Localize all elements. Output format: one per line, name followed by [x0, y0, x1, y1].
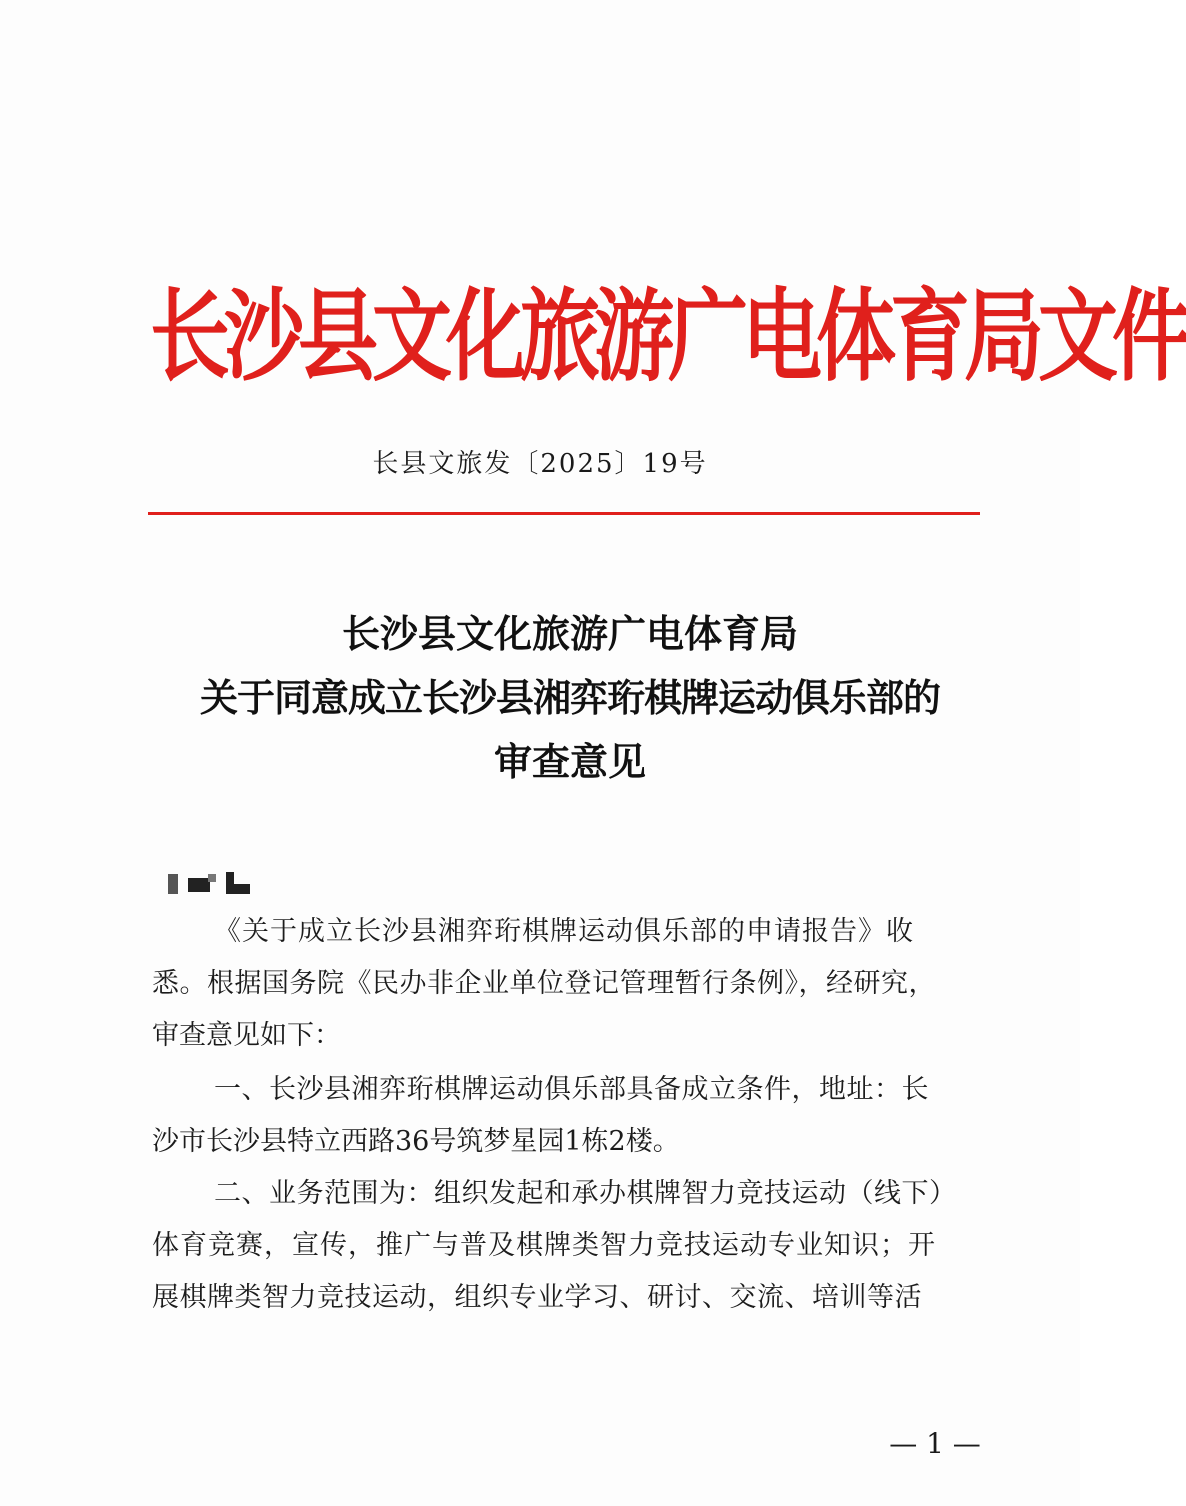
body-line: 二、业务范围为：组织发起和承办棋牌智力竞技运动（线下） — [214, 1178, 957, 1209]
body-line: 展棋牌类智力竞技运动，组织专业学习、研讨、交流、培训等活 — [152, 1282, 922, 1313]
issuer-red-header: 长沙县文化旅游广电体育局文件 — [150, 278, 1186, 395]
body-line: 沙市长沙县特立西路36号筑梦星园1栋2楼。 — [152, 1126, 680, 1157]
body-line: 《关于成立长沙县湘弈珩棋牌运动俱乐部的申请报告》收 — [214, 916, 914, 947]
document-title-line-2: 关于同意成立长沙县湘弈珩棋牌运动俱乐部的 — [199, 676, 940, 720]
body-line: 审查意见如下： — [152, 1020, 341, 1051]
page-number: — 1 — — [889, 1427, 981, 1460]
document-title-line-1: 长沙县文化旅游广电体育局 — [341, 612, 798, 656]
document-number: 长县文旅发〔2025〕19号 — [372, 449, 708, 479]
body-line: 一、长沙县湘弈珩棋牌运动俱乐部具备成立条件，地址：长 — [214, 1074, 929, 1105]
body-line: 悉。根据国务院《民办非企业单位登记管理暂行条例》，经研究， — [152, 968, 936, 999]
body-line: 体育竞赛，宣传，推广与普及棋牌类智力竞技运动专业知识；开 — [152, 1230, 936, 1261]
document-title-line-3: 审查意见 — [493, 740, 646, 784]
red-separator-line — [148, 512, 980, 515]
redacted-addressee — [162, 870, 254, 896]
